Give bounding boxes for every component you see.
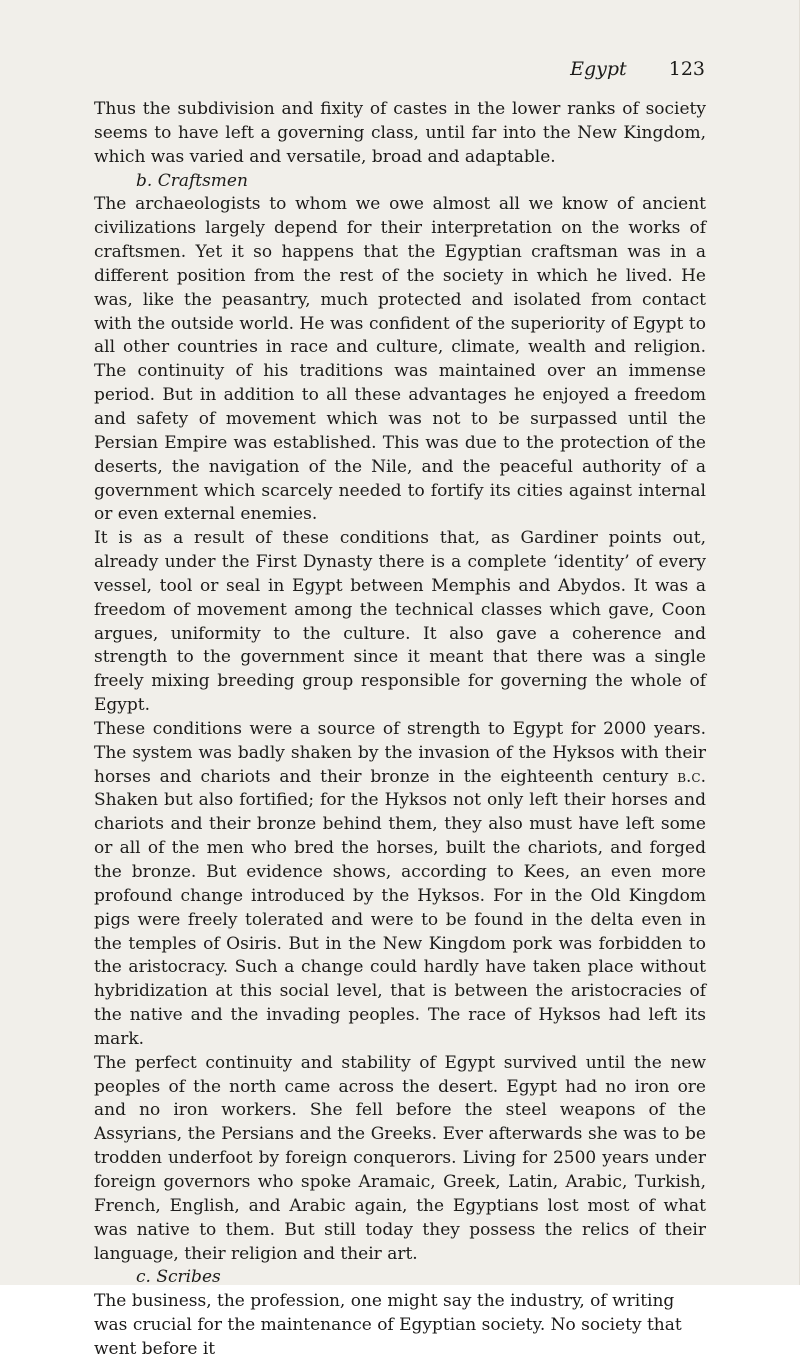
running-head — [570, 58, 705, 80]
paragraph-hyksos-part-1: These conditions were a source of strength to Egypt for 2000 years. The system was badly shaken by the invasion of the Hyksos with their horses and chariots and their bronze in the eighteenth century — [94, 718, 706, 787]
era-abbreviation: b.c. — [677, 766, 706, 787]
paragraph-craftsmen: The archaeologists to whom we owe almost all we know of ancient civilizations largely depend for their interpretation on the works of craftsmen. Yet it so happens that the Egyptian craftsman was in a different position from the rest of the society in which he lived. He was, like the peasantry, much protected and isolated from contact with the outside world. He was confident of the superiority of Egypt to all other countries in race and culture, climate, wealth and religion. The continuity of his traditions was maintained over an immense period. But in addition to all these advantages he enjoyed a freedom and safety of movement which was not to be surpassed until the Persian Empire was established. This was due to the protection of the deserts, the navigation of the Nile, and the peaceful authority of a government which scarcely needed to fortify its cities against internal or even external enemies. — [94, 194, 706, 525]
section-heading-craftsmen: b. Craftsmen — [136, 170, 248, 191]
running-head-title: Egypt — [570, 58, 627, 80]
body-text — [94, 98, 706, 1362]
paragraph-hyksos — [94, 718, 706, 1052]
section-heading-scribes: c. Scribes — [136, 1267, 221, 1288]
paragraph-continuity: The perfect continuity and stability of Egypt survived until the new peoples of the north came across the desert. Egypt had no iron ore and no iron workers. She fell before the steel weapons of the Assyrians, the Persians and the Greeks. Ever afterwards she was to be trodden underfoot by foreign conquerors. Living for 2500 years under foreign governors who spoke Aramaic, Greek, Latin, Arabic, Turkish, French, English, and Arabic again, the Egyptians lost most of what was native to them. But still today they possess the relics of their language, their religion and their art. — [94, 1052, 706, 1264]
paragraph-gardiner: It is as a result of these conditions that, as Gardiner points out, already under the First Dynasty there is a complete ‘identity’ of every vessel, tool or seal in Egypt between Memphis and Abydos. It was a freedom of movement among the technical classes which gave, Coon argues, uniformity to the culture. It also gave a coherence and strength to the government since it meant that there was a single freely mixing breeding group responsible for governing the whole of Egypt. — [94, 528, 706, 716]
paragraph-scribes: The business, the profession, one might say the industry, of writing was crucial for the maintenance of Egyptian society. No society that went before it — [94, 1291, 682, 1359]
paragraph-castes: Thus the subdivision and fixity of castes in the lower ranks of society seems to have left a governing class, until far into the New Kingdom, which was varied and versatile, broad and adaptable. — [94, 99, 706, 167]
paragraph-hyksos-part-2: Shaken but also fortified; for the Hyksos not only left their horses and chariots and their bronze behind them, they also must have left some or all of the men who bred the horses, built the chariots, and forged the bronze. But evidence shows, according to Kees, an even more profound change introduced by the Hyksos. For in the Old Kingdom pigs were freely tolerated and were to be found in the delta even in the temples of Osiris. But in the New Kingdom pork was forbidden to the aristocracy. Such a change could hardly have taken place without hybridization at this social level, that is between the aristocracies of the native and the invading peoples. The race of Hyksos had left its mark. — [94, 790, 706, 1049]
page-number: 123 — [668, 58, 705, 80]
